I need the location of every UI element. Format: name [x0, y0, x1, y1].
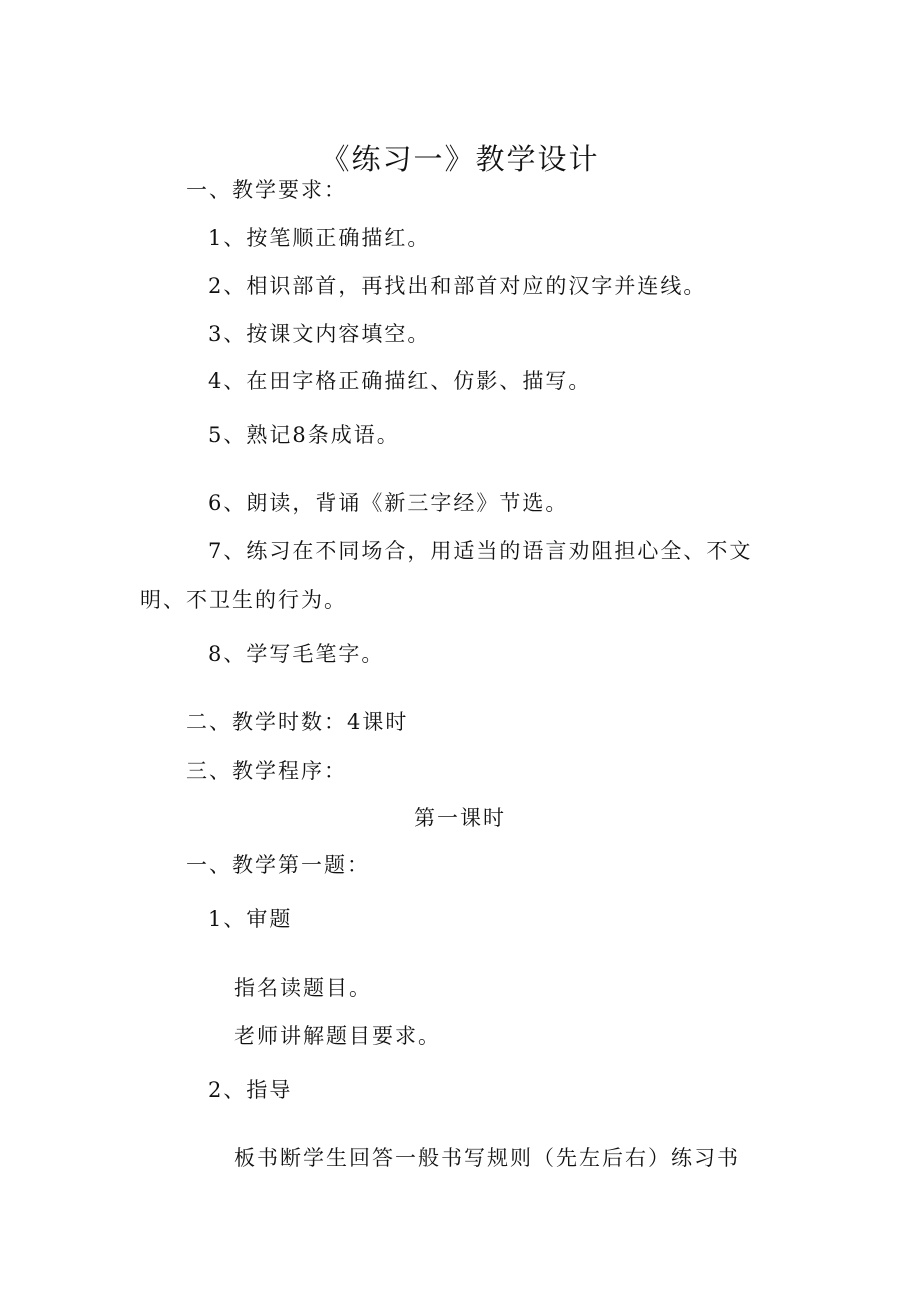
- section-heading-procedure: 三、教学程序：: [186, 759, 347, 783]
- part-heading: 一、教学第一题：: [186, 853, 370, 877]
- step-heading: 2、指导: [208, 1078, 293, 1102]
- requirement-item: 4、在田字格正确描红、仿影、描写。: [208, 369, 592, 393]
- section-heading-hours: 二、教学时数：4课时: [186, 710, 409, 734]
- document-title: 《练习一》教学设计: [320, 142, 600, 177]
- requirement-item: 7、练习在不同场合，用适当的语言劝阻担心全、不文: [208, 539, 753, 563]
- step-line: 板书断学生回答一般书写规则（先左后右）练习书: [234, 1146, 740, 1170]
- requirement-item: 6、朗读，背诵《新三字经》节选。: [208, 491, 569, 515]
- requirement-item: 8、学写毛笔字。: [208, 642, 385, 666]
- requirement-item: 3、按课文内容填空。: [208, 322, 431, 346]
- lesson-title: 第一课时: [414, 806, 506, 830]
- requirement-item: 5、熟记8条成语。: [208, 423, 400, 447]
- requirement-item-continued: 明、不卫生的行为。: [140, 588, 347, 612]
- step-line: 老师讲解题目要求。: [234, 1024, 441, 1048]
- requirement-item: 2、相识部首，再找出和部首对应的汉字并连线。: [208, 274, 707, 298]
- step-line: 指名读题目。: [234, 976, 372, 1000]
- section-heading-requirements: 一、教学要求：: [186, 178, 347, 202]
- requirement-item: 1、按笔顺正确描红。: [208, 226, 431, 250]
- step-heading: 1、审题: [208, 907, 293, 931]
